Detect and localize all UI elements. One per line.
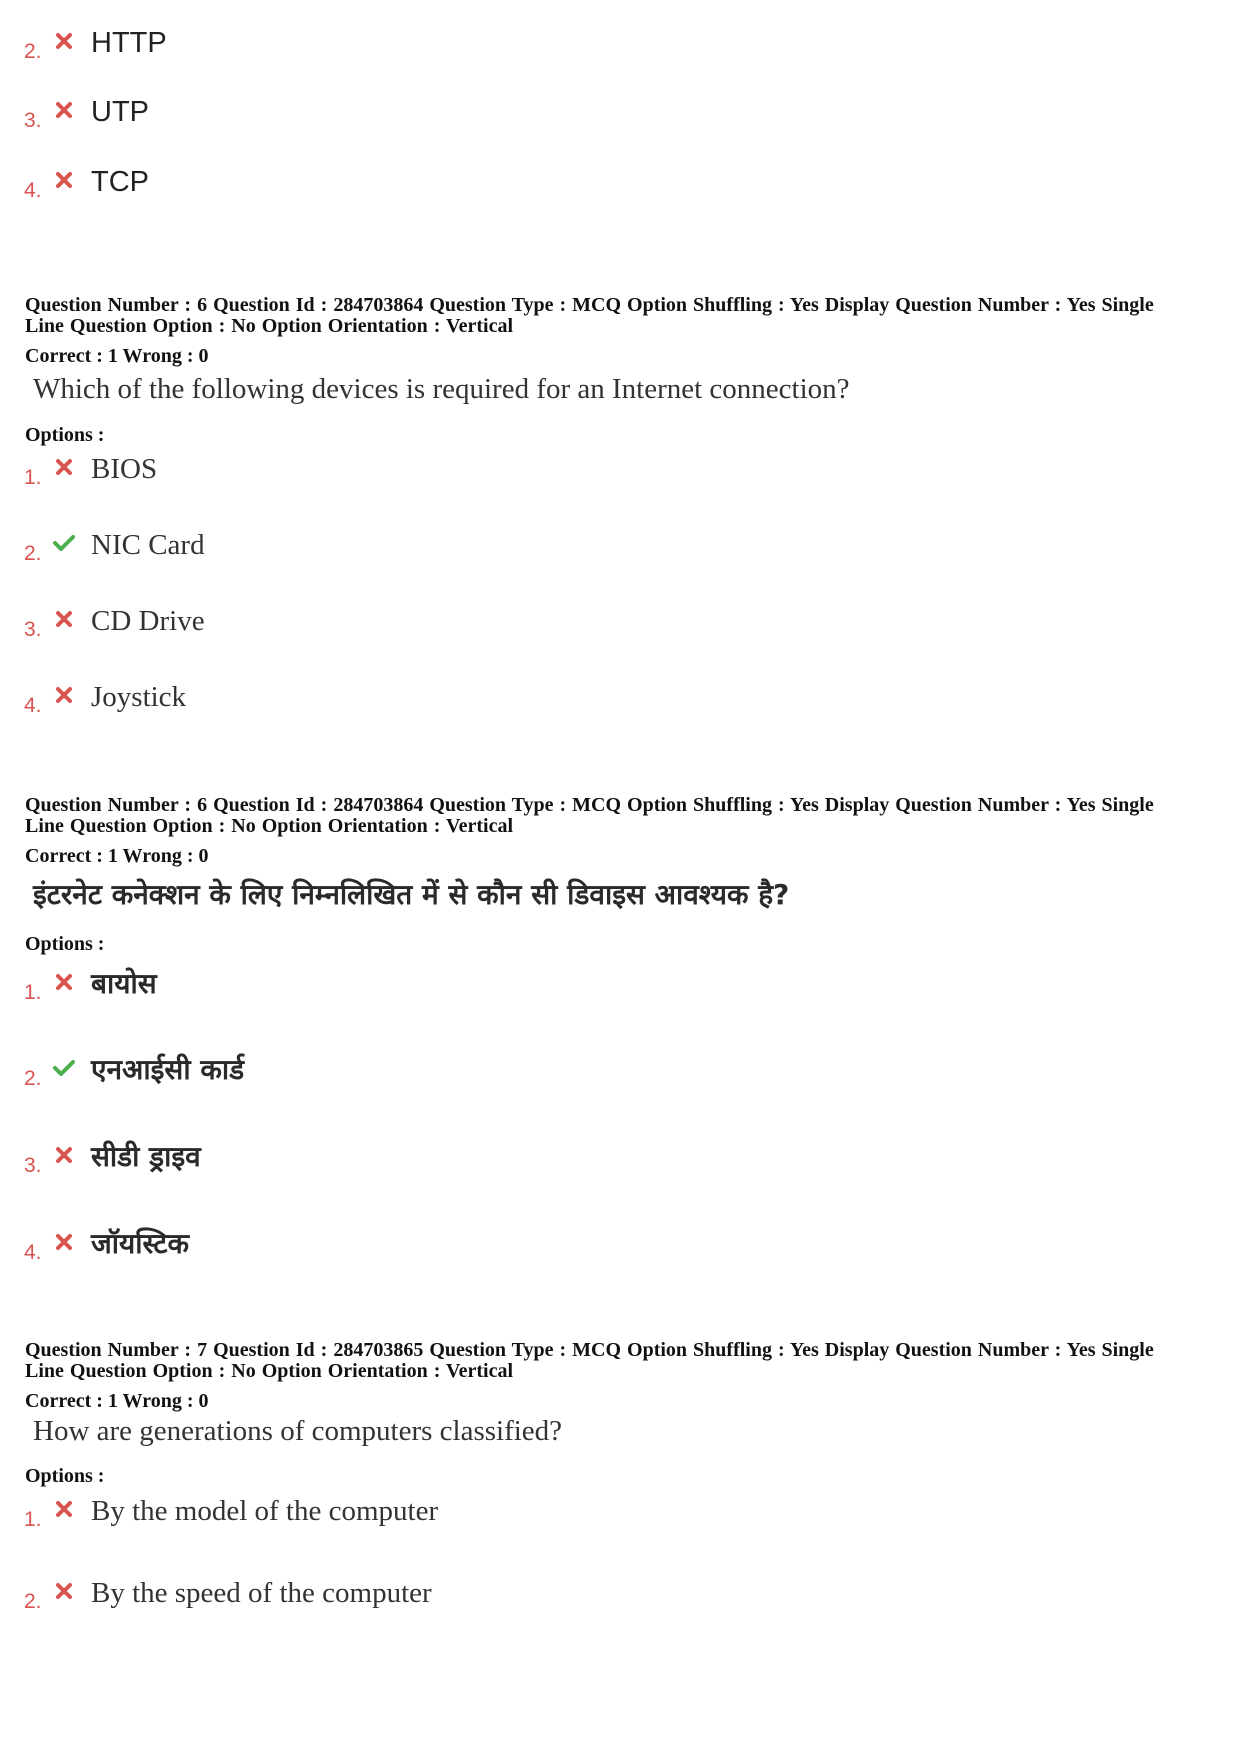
option-text: UTP — [91, 96, 149, 128]
option-number: 2. — [24, 1067, 42, 1090]
option-text: CD Drive — [91, 605, 205, 637]
option-text: BIOS — [91, 453, 158, 485]
option-text: बायोस — [91, 967, 157, 1000]
option-text: By the speed of the computer — [91, 1577, 432, 1609]
option-row — [0, 452, 700, 492]
question-meta — [25, 295, 1225, 337]
cross-icon — [55, 101, 73, 119]
option-number: 1. — [24, 981, 42, 1004]
option-text: HTTP — [91, 27, 167, 59]
option-row — [0, 528, 700, 568]
marks-info: Correct : 1 Wrong : 0 — [25, 345, 209, 367]
meta-line: Question Number : 6 Question Id : 284703864 Question Type : MCQ Option Shuffling : Yes Display Question Number : Yes Single — [25, 794, 1154, 816]
question-text: Which of the following devices is required for an Internet connection? — [33, 373, 850, 405]
option-row — [0, 1576, 700, 1616]
option-number: 1. — [24, 1508, 42, 1531]
option-row — [0, 1140, 700, 1180]
question-meta — [25, 795, 1225, 837]
option-number: 2. — [24, 542, 42, 565]
option-number: 2. — [24, 40, 42, 63]
options-label: Options : — [25, 1465, 105, 1487]
option-row — [0, 165, 700, 205]
cross-icon — [55, 1500, 73, 1518]
options-label: Options : — [25, 424, 105, 446]
check-icon — [53, 534, 75, 552]
option-row — [0, 95, 700, 135]
option-row — [0, 1053, 700, 1093]
option-row — [0, 604, 700, 644]
check-icon — [53, 1059, 75, 1077]
option-row — [0, 26, 700, 66]
marks-info: Correct : 1 Wrong : 0 — [25, 1390, 209, 1412]
option-row — [0, 1494, 700, 1534]
option-number: 3. — [24, 109, 42, 132]
option-text: एनआईसी कार्ड — [91, 1053, 245, 1086]
cross-icon — [55, 686, 73, 704]
meta-line: Line Question Option : No Option Orientation : Vertical — [25, 315, 514, 337]
option-row — [0, 967, 700, 1007]
option-text: NIC Card — [91, 529, 205, 561]
meta-line: Line Question Option : No Option Orientation : Vertical — [25, 815, 514, 837]
cross-icon — [55, 32, 73, 50]
option-number: 4. — [24, 1241, 42, 1264]
question-text: How are generations of computers classified? — [33, 1415, 563, 1447]
cross-icon — [55, 171, 73, 189]
cross-icon — [55, 1582, 73, 1600]
meta-line: Question Number : 6 Question Id : 284703864 Question Type : MCQ Option Shuffling : Yes Display Question Number : Yes Single — [25, 294, 1154, 316]
option-text: By the model of the computer — [91, 1495, 439, 1527]
marks-info: Correct : 1 Wrong : 0 — [25, 845, 209, 867]
cross-icon — [55, 610, 73, 628]
cross-icon — [55, 1146, 73, 1164]
option-text: जॉयस्टिक — [91, 1227, 190, 1260]
question-meta — [25, 1340, 1225, 1382]
options-label: Options : — [25, 933, 105, 955]
option-number: 2. — [24, 1590, 42, 1613]
question-text: इंटरनेट कनेक्शन के लिए निम्नलिखित में से कौन सी डिवाइस आवश्यक है? — [33, 878, 790, 911]
option-number: 4. — [24, 179, 42, 202]
option-text: TCP — [91, 166, 149, 198]
cross-icon — [55, 458, 73, 476]
option-number: 4. — [24, 694, 42, 717]
option-number: 1. — [24, 466, 42, 489]
option-number: 3. — [24, 618, 42, 641]
meta-line: Line Question Option : No Option Orientation : Vertical — [25, 1360, 514, 1382]
option-text: सीडी ड्राइव — [91, 1140, 201, 1173]
meta-line: Question Number : 7 Question Id : 284703865 Question Type : MCQ Option Shuffling : Yes Display Question Number : Yes Single — [25, 1339, 1154, 1361]
cross-icon — [55, 1233, 73, 1251]
option-text: Joystick — [91, 681, 187, 713]
option-row — [0, 1227, 700, 1267]
option-number: 3. — [24, 1154, 42, 1177]
option-row — [0, 680, 700, 720]
cross-icon — [55, 973, 73, 991]
